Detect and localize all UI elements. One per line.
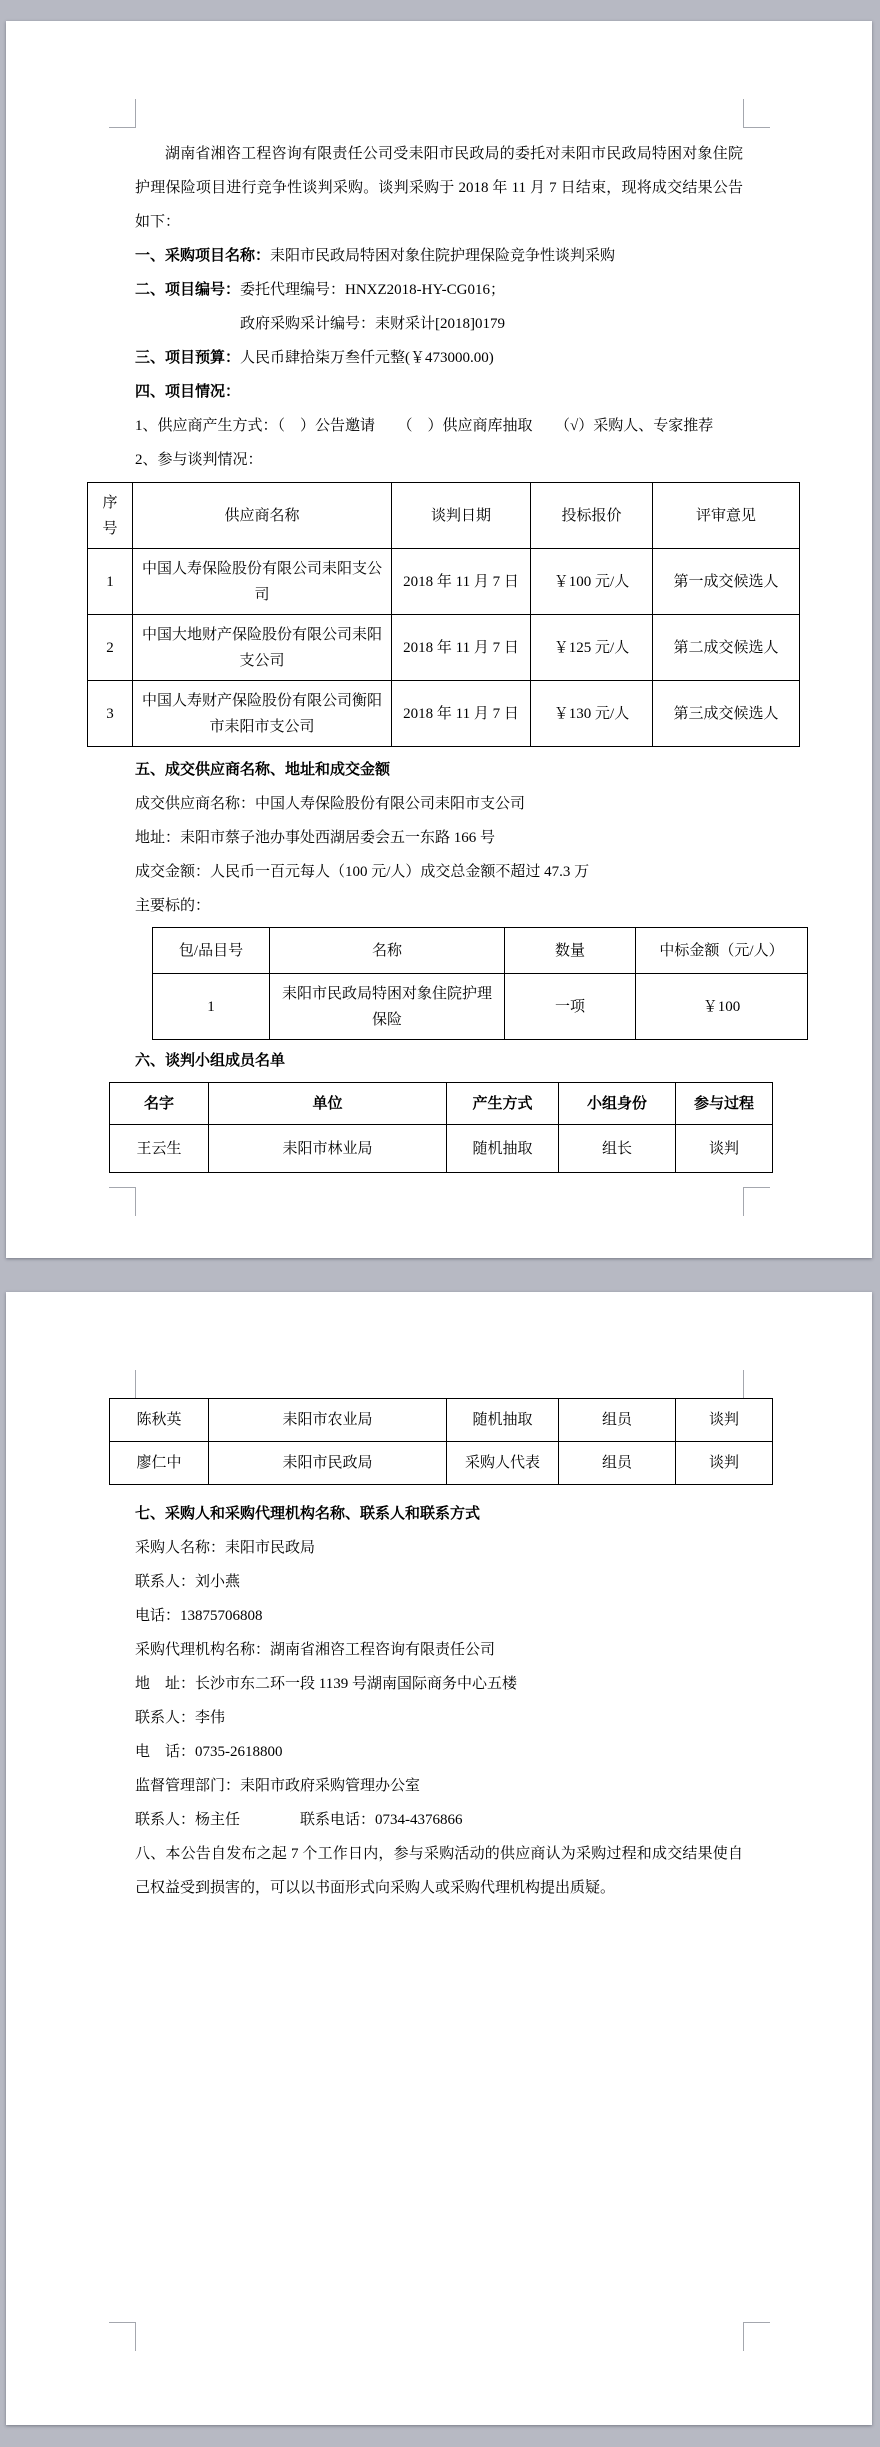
cell-process: 谈判 xyxy=(676,1442,773,1485)
agency-address-line: 地 址：长沙市东二环一段 1139 号湖南国际商务中心五楼 xyxy=(135,1676,517,1692)
panel-table-continued xyxy=(109,1398,773,1485)
section-3-text: 人民币肆拾柒万叁仟元整(￥473000.00) xyxy=(240,350,494,366)
cell-price: ￥100 元/人 xyxy=(531,549,653,615)
section-1-label: 一、采购项目名称： xyxy=(135,248,271,264)
cell-supplier: 中国人寿保险股份有限公司耒阳支公司 xyxy=(133,549,392,615)
table-row xyxy=(110,1125,773,1173)
col-header-seq: 序号 xyxy=(88,483,133,549)
agency-contact-line: 联系人：李伟 xyxy=(135,1710,226,1726)
section-2 xyxy=(135,273,743,307)
winner-amount-line: 成交金额：人民币一百元每人（100 元/人）成交总金额不超过 47.3 万 xyxy=(135,864,590,880)
cell-seq: 3 xyxy=(88,681,133,747)
col-header-process: 参与过程 xyxy=(676,1083,773,1125)
col-header-member-name: 名字 xyxy=(110,1083,209,1125)
section-3-label: 三、项目预算： xyxy=(135,350,241,366)
section-2-line2: 政府采购采计编号：耒财采计[2018]0179 xyxy=(240,316,505,332)
cell-date: 2018 年 11 月 7 日 xyxy=(392,549,531,615)
subject-table xyxy=(152,927,808,1040)
col-header-supplier: 供应商名称 xyxy=(133,483,392,549)
table-row xyxy=(88,681,800,747)
col-header-award-amount: 中标金额（元/人） xyxy=(636,928,808,974)
cell-process: 谈判 xyxy=(676,1125,773,1173)
cell-seq: 2 xyxy=(88,615,133,681)
participation-item: 2、参与谈判情况： xyxy=(135,452,263,468)
cell-unit: 耒阳市林业局 xyxy=(209,1125,447,1173)
crop-mark-bottom-right xyxy=(743,2322,770,2351)
col-header-package: 包/品目号 xyxy=(153,928,270,974)
cell-method: 随机抽取 xyxy=(447,1125,559,1173)
agency-phone-line: 电 话：0735-2618800 xyxy=(135,1744,283,1760)
cell-opinion: 第二成交候选人 xyxy=(653,615,800,681)
section-8-paragraph: 八、本公告自发布之起 7 个工作日内，参与采购活动的供应商认为采购过程和成交结果使自己权益受到损害的，可以以书面形式向采购人或采购代理机构提出质疑。 xyxy=(135,1846,743,1896)
purchaser-contact-line: 联系人：刘小燕 xyxy=(135,1574,241,1590)
cell-supplier: 中国大地财产保险股份有限公司耒阳支公司 xyxy=(133,615,392,681)
purchaser-phone-line: 电话：13875706808 xyxy=(135,1608,263,1624)
cell-role: 组长 xyxy=(559,1125,676,1173)
section-1-text: 耒阳市民政局特困对象住院护理保险竞争性谈判采购 xyxy=(270,248,616,264)
winner-name-line: 成交供应商名称：中国人寿保险股份有限公司耒阳市支公司 xyxy=(135,796,526,812)
col-header-price: 投标报价 xyxy=(531,483,653,549)
crop-mark-top-left xyxy=(109,1370,136,1399)
winner-address-line: 地址：耒阳市蔡子池办事处西湖居委会五一东路 166 号 xyxy=(135,830,496,846)
purchaser-name-line: 采购人名称：耒阳市民政局 xyxy=(135,1540,316,1556)
cell-member-name: 廖仁中 xyxy=(110,1442,209,1485)
page-1-content xyxy=(102,127,784,1173)
cell-method: 随机抽取 xyxy=(447,1399,559,1442)
page-1 xyxy=(6,21,872,1258)
section-2-label: 二、项目编号： xyxy=(135,282,241,298)
cell-method: 采购人代表 xyxy=(447,1442,559,1485)
cell-name: 耒阳市民政局特困对象住院护理保险 xyxy=(270,974,505,1040)
crop-mark-top-left xyxy=(109,99,136,128)
table-row xyxy=(110,1399,773,1442)
table-row xyxy=(110,1442,773,1485)
table-row xyxy=(88,615,800,681)
section-3 xyxy=(135,341,743,375)
section-4 xyxy=(135,375,743,409)
cell-date: 2018 年 11 月 7 日 xyxy=(392,615,531,681)
page-2 xyxy=(6,1292,872,2425)
crop-mark-bottom-right xyxy=(743,1187,770,1216)
cell-unit: 耒阳市民政局 xyxy=(209,1442,447,1485)
cell-price: ￥130 元/人 xyxy=(531,681,653,747)
col-header-role: 小组身份 xyxy=(559,1083,676,1125)
intro-paragraph: 湖南省湘咨工程咨询有限责任公司受耒阳市民政局的委托对耒阳市民政局特困对象住院护理保险项目进行竞争性谈判采购。谈判采购于 2018 年 11 月 7 日结束，现将成交结果公告如下： xyxy=(135,146,743,230)
supervision-dept-line: 监督管理部门：耒阳市政府采购管理办公室 xyxy=(135,1778,421,1794)
supplier-source-item: 1、供应商产生方式：（ ）公告邀请 （ ）供应商库抽取 （√）采购人、专家推荐 xyxy=(135,418,714,434)
cell-member-name: 王云生 xyxy=(110,1125,209,1173)
section-5-heading: 五、成交供应商名称、地址和成交金额 xyxy=(135,762,391,778)
table-row xyxy=(88,549,800,615)
section-2-text: 委托代理编号：HNXZ2018-HY-CG016； xyxy=(240,282,506,298)
cell-role: 组员 xyxy=(559,1399,676,1442)
section-6-heading: 六、谈判小组成员名单 xyxy=(135,1053,286,1069)
cell-role: 组员 xyxy=(559,1442,676,1485)
participation-table xyxy=(87,482,800,747)
panel-table-header xyxy=(110,1083,773,1125)
cell-opinion: 第三成交候选人 xyxy=(653,681,800,747)
cell-process: 谈判 xyxy=(676,1399,773,1442)
col-header-quantity: 数量 xyxy=(505,928,636,974)
table-row xyxy=(153,974,808,1040)
section-1 xyxy=(135,239,743,273)
supervision-contact-line: 联系人：杨主任 联系电话：0734-4376866 xyxy=(135,1812,463,1828)
col-header-name: 名称 xyxy=(270,928,505,974)
cell-member-name: 陈秋英 xyxy=(110,1399,209,1442)
cell-award-amount: ￥100 xyxy=(636,974,808,1040)
crop-mark-bottom-left xyxy=(109,1187,136,1216)
cell-date: 2018 年 11 月 7 日 xyxy=(392,681,531,747)
cell-supplier: 中国人寿财产保险股份有限公司衡阳市耒阳市支公司 xyxy=(133,681,392,747)
cell-quantity: 一项 xyxy=(505,974,636,1040)
crop-mark-bottom-left xyxy=(109,2322,136,2351)
crop-mark-top-right xyxy=(743,1370,770,1399)
cell-package: 1 xyxy=(153,974,270,1040)
cell-seq: 1 xyxy=(88,549,133,615)
subject-table-header xyxy=(153,928,808,974)
cell-opinion: 第一成交候选人 xyxy=(653,549,800,615)
col-header-opinion: 评审意见 xyxy=(653,483,800,549)
col-header-method: 产生方式 xyxy=(447,1083,559,1125)
col-header-date: 谈判日期 xyxy=(392,483,531,549)
panel-table xyxy=(109,1082,773,1173)
agency-name-line: 采购代理机构名称：湖南省湘咨工程咨询有限责任公司 xyxy=(135,1642,496,1658)
participation-table-header xyxy=(88,483,800,549)
section-7-heading: 七、采购人和采购代理机构名称、联系人和联系方式 xyxy=(135,1506,481,1522)
cell-unit: 耒阳市农业局 xyxy=(209,1399,447,1442)
crop-mark-top-right xyxy=(743,99,770,128)
cell-price: ￥125 元/人 xyxy=(531,615,653,681)
page-2-content xyxy=(135,1398,743,1905)
col-header-unit: 单位 xyxy=(209,1083,447,1125)
section-4-label: 四、项目情况： xyxy=(135,384,241,400)
subject-label-line: 主要标的： xyxy=(135,898,211,914)
